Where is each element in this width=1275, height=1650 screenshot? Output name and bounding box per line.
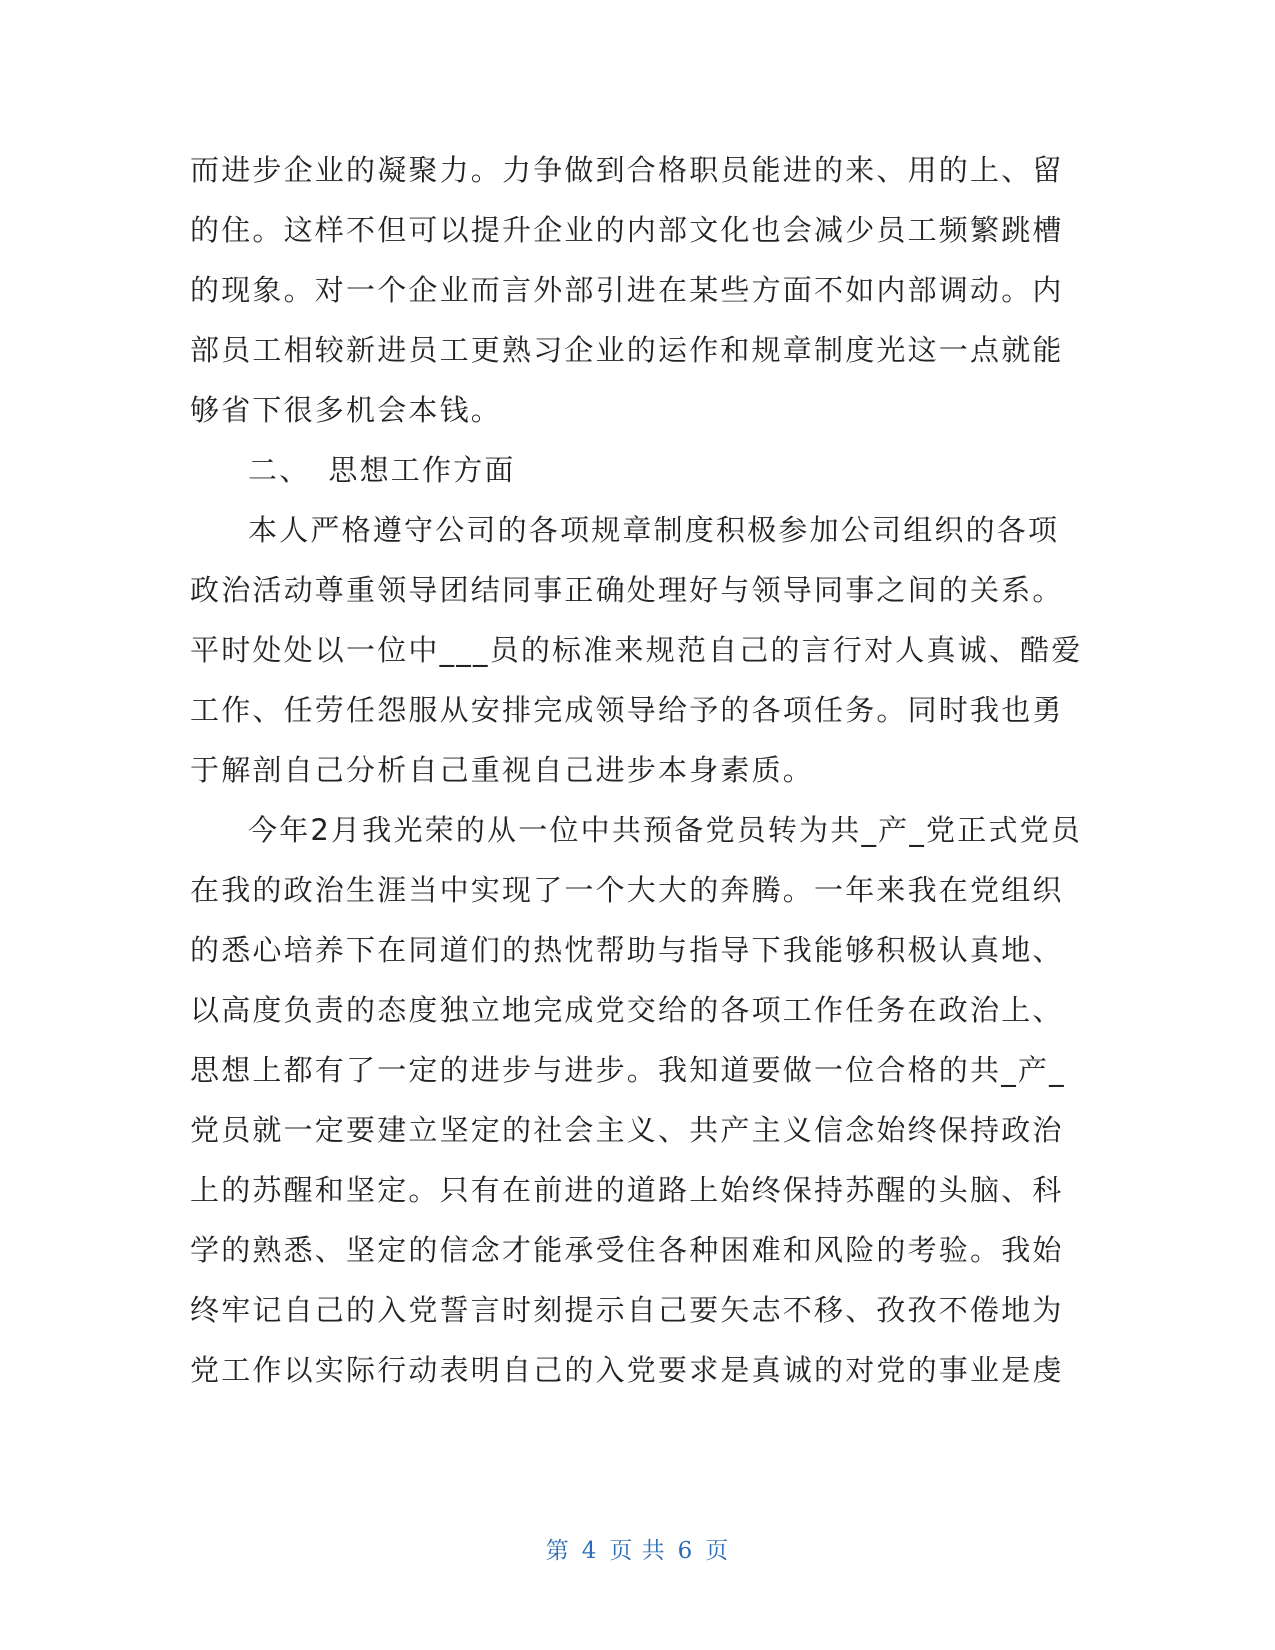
- text-line: 以高度负责的态度独立地完成党交给的各项工作任务在政治上、: [190, 993, 1064, 1027]
- footer-middle: 页 共: [609, 1538, 666, 1564]
- section-heading: [190, 440, 1070, 500]
- text-line: 政治活动尊重领导团结同事正确处理好与领导同事之间的关系。: [190, 573, 1064, 607]
- total-page-number: 6: [677, 1538, 694, 1564]
- text-line: 的住。这样不但可以提升企业的内部文化也会减少员工频繁跳槽: [190, 213, 1064, 247]
- section-number: 二、: [248, 453, 311, 487]
- text-line: 学的熟悉、坚定的信念才能承受住各种困难和风险的考验。我始: [190, 1233, 1064, 1267]
- footer-suffix: 页: [705, 1538, 730, 1564]
- page-footer: [0, 1532, 1275, 1565]
- text-line: 在我的政治生涯当中实现了一个大大的奔腾。一年来我在党组织: [190, 873, 1064, 907]
- text-line: 平时处处以一位中___员的标准来规范自己的言行对人真诚、酷爱: [190, 633, 1083, 667]
- text-line: 而进步企业的凝聚力。力争做到合格职员能进的来、用的上、留: [190, 153, 1064, 187]
- text-line: 思想上都有了一定的进步与进步。我知道要做一位合格的共_产_: [190, 1053, 1066, 1087]
- section-title: 思想工作方面: [328, 453, 516, 487]
- text-line: 的悉心培养下在同道们的热忱帮助与指导下我能够积极认真地、: [190, 933, 1064, 967]
- text-line: 工作、任劳任怨服从安排完成领导给予的各项任务。同时我也勇: [190, 693, 1064, 727]
- text-line: 于解剖自己分析自己重视自己进步本身素质。: [190, 753, 815, 787]
- text-line: 党员就一定要建立坚定的社会主义、共产主义信念始终保持政治: [190, 1113, 1064, 1147]
- text-line: 部员工相较新进员工更熟习企业的运作和规章制度光这一点就能: [190, 333, 1064, 367]
- text-line: 党工作以实际行动表明自己的入党要求是真诚的对党的事业是虔: [190, 1353, 1064, 1387]
- text-line: 的现象。对一个企业而言外部引进在某些方面不如内部调动。内: [190, 273, 1064, 307]
- paragraph-first-line: 今年2月我光荣的从一位中共预备党员转为共_产_党正式党员: [248, 813, 1083, 847]
- current-page-number: 4: [581, 1538, 598, 1564]
- text-line: 终牢记自己的入党誓言时刻提示自己要矢志不移、孜孜不倦地为: [190, 1293, 1064, 1327]
- page-body: [190, 140, 1083, 1400]
- text-line: 够省下很多机会本钱。: [190, 393, 503, 427]
- footer-prefix: 第: [545, 1538, 570, 1564]
- paragraph-first-line: 本人严格遵守公司的各项规章制度积极参加公司组织的各项: [248, 513, 1060, 547]
- text-line: 上的苏醒和坚定。只有在前进的道路上始终保持苏醒的头脑、科: [190, 1173, 1064, 1207]
